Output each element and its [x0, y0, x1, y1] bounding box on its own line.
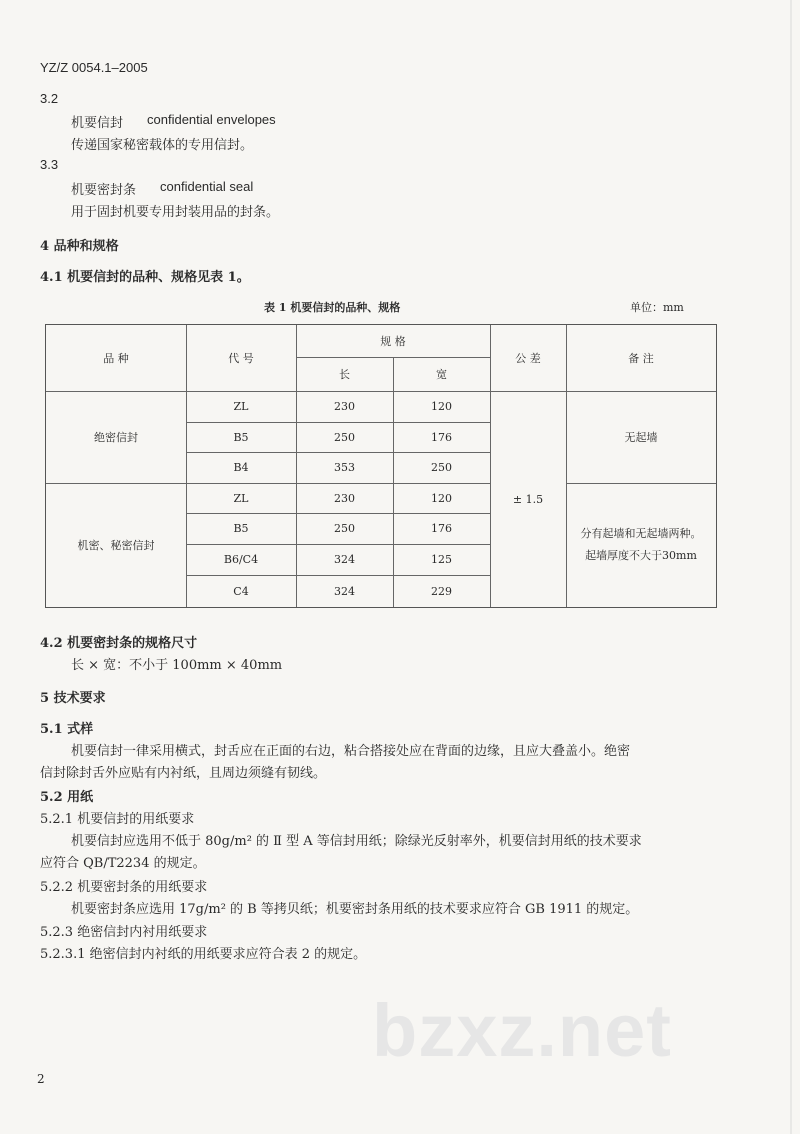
- clause-5-2-2-para: 机要密封条应选用 17g/m² 的 B 等拷贝纸；机要密封条用纸的技术要求应符合 GB 1911 的规定。: [71, 902, 639, 917]
- watermark: bzxz.net: [372, 989, 672, 1072]
- variety-confidential-secret: 机密、秘密信封: [77, 539, 155, 552]
- table-row-2-width: 176: [431, 430, 452, 444]
- clause-5-1: 5.1 式样: [40, 722, 94, 737]
- clause-3-3-number: 3.3: [40, 157, 59, 172]
- header-length: 长: [339, 368, 350, 381]
- table-row-1-length: 230: [334, 400, 355, 413]
- table-row-2-code: B5: [233, 430, 249, 444]
- clause-3-3-term: 机要密封条: [71, 183, 137, 198]
- table-row-6-width: 125: [431, 553, 452, 566]
- section-5-title: 5 技术要求: [40, 691, 106, 706]
- standard-number: YZ/Z 0054.1–2005: [40, 60, 148, 75]
- table-1: [45, 324, 717, 608]
- clause-4-1: 4.1 机要信封的品种、规格见表 1。: [40, 270, 250, 285]
- header-spec: 规 格: [380, 335, 406, 348]
- clause-4-2-text: 长 × 宽：不小于 100mm × 40mm: [71, 658, 283, 673]
- table-row-2-length: 250: [334, 430, 355, 444]
- table-caption: 表 1 机要信封的品种、规格: [264, 301, 401, 314]
- clause-3-3-english: confidential seal: [160, 179, 254, 194]
- table-row-7-code: C4: [233, 584, 249, 598]
- clause-5-2-3: 5.2.3 绝密信封内衬用纸要求: [40, 925, 208, 940]
- table-row-4-code: ZL: [233, 491, 249, 505]
- section-4-title: 4 品种和规格: [40, 239, 119, 254]
- remark-confidential-secret: 分有起墙和无起墙两种。起墙厚度不大于30mm: [580, 527, 702, 562]
- table-row-5-width: 176: [431, 522, 452, 535]
- header-variety: 品 种: [103, 352, 129, 365]
- clause-5-2: 5.2 用纸: [40, 790, 94, 805]
- clause-5-2-1-para-line1: 机要信封应选用不低于 80g/m² 的 Ⅱ 型 A 等信封用纸；除绿光反射率外，机要信封用纸的技术要求: [71, 834, 642, 849]
- table-row-1-code: ZL: [233, 400, 249, 413]
- clause-3-3-definition: 用于固封机要专用封装用品的封条。: [71, 205, 280, 220]
- header-code: 代 号: [228, 352, 254, 365]
- clause-3-2-term: 机要信封: [71, 116, 124, 131]
- table-row-3-code: B4: [233, 461, 249, 474]
- table-row-1-width: 120: [431, 400, 452, 413]
- header-remark: 备 注: [628, 352, 654, 365]
- page-edge: [790, 0, 792, 1134]
- table-row-4-length: 230: [334, 491, 355, 505]
- clause-5-2-3-1: 5.2.3.1 绝密信封内衬纸的用纸要求应符合表 2 的规定。: [40, 947, 367, 962]
- clause-3-2-english: confidential envelopes: [147, 112, 276, 127]
- header-width: 宽: [436, 368, 447, 381]
- tolerance-value: ± 1.5: [512, 492, 544, 506]
- clause-3-2-definition: 传递国家秘密载体的专用信封。: [71, 138, 254, 153]
- table-row-5-code: B5: [233, 522, 249, 535]
- table-row-3-length: 353: [334, 461, 355, 474]
- table-row-4-width: 120: [431, 491, 452, 505]
- clause-5-1-para-line2: 信封除封舌外应贴有内衬纸，且周边须缝有韧线。: [40, 766, 327, 781]
- clause-5-2-2: 5.2.2 机要密封条的用纸要求: [40, 880, 208, 895]
- table-row-7-width: 229: [431, 584, 452, 598]
- table-row-3-width: 250: [431, 461, 452, 474]
- variety-top-secret: 绝密信封: [94, 431, 138, 444]
- clause-4-2: 4.2 机要密封条的规格尺寸: [40, 636, 198, 651]
- clause-3-2-number: 3.2: [40, 91, 59, 106]
- clause-5-1-para-line1: 机要信封一律采用横式，封舌应在正面的右边，粘合搭接处应在背面的边缘，且应大叠盖小。绝密: [71, 744, 631, 759]
- page-number: 2: [37, 1072, 45, 1086]
- remark-top-secret: 无起墙: [624, 431, 658, 444]
- clause-5-2-1-para-line2: 应符合 QB/T2234 的规定。: [40, 856, 206, 871]
- table-row-6-code: B6/C4: [223, 553, 259, 566]
- header-tolerance: 公 差: [515, 352, 541, 365]
- table-row-5-length: 250: [334, 522, 355, 535]
- table-row-6-length: 324: [334, 553, 355, 566]
- table-row-7-length: 324: [334, 584, 355, 598]
- clause-5-2-1: 5.2.1 机要信封的用纸要求: [40, 812, 195, 827]
- table-unit: 单位：mm: [630, 301, 684, 314]
